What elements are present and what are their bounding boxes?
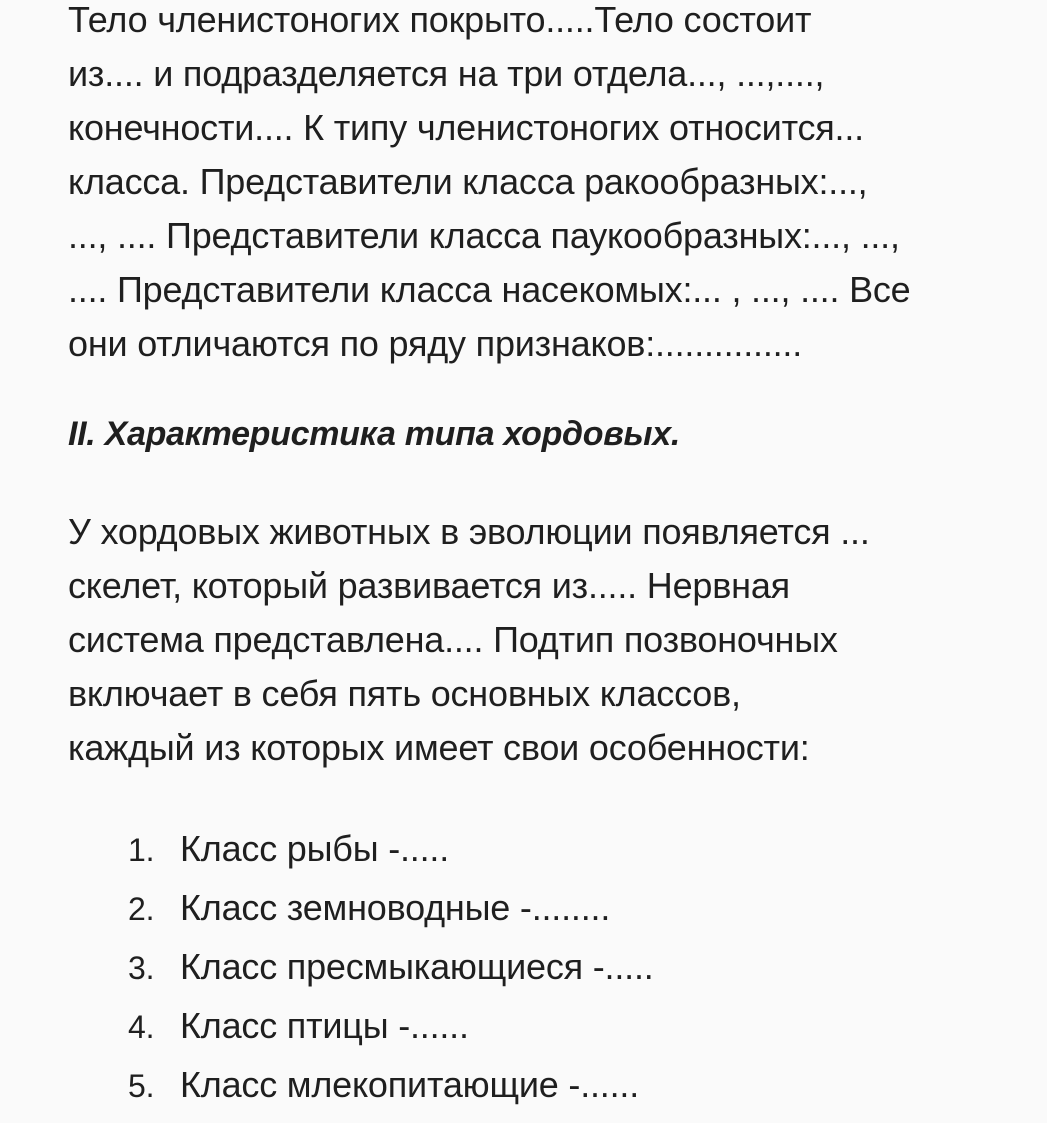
list-item: [128, 1056, 654, 1115]
text-line: .... Представители класса насекомых:... , ..., .... Все: [68, 269, 911, 310]
text-line: включает в себя пять основных классов,: [68, 673, 741, 714]
list-item: [128, 820, 654, 879]
text-line: конечности.... К типу членистоногих относится...: [68, 107, 864, 148]
list-item: [128, 997, 654, 1056]
text-line: каждый из которых имеет свои особенности:: [68, 727, 810, 768]
list-item-number: 2.: [128, 891, 155, 927]
list-item: [128, 879, 654, 938]
text-line: У хордовых животных в эволюции появляется ...: [68, 511, 870, 552]
list-item-text: Класс млекопитающие -......: [180, 1064, 640, 1105]
text-line: скелет, который развивается из..... Нервная: [68, 565, 790, 606]
text-line: они отличаются по ряду признаков:...............: [68, 323, 803, 364]
list-item-number: 5.: [128, 1068, 155, 1104]
vertebrate-classes-list: [128, 820, 654, 1115]
text-line: класса. Представители класса ракообразных:...,: [68, 161, 868, 202]
list-item: [128, 938, 654, 997]
paragraph-arthropods: [68, 0, 911, 371]
list-item-number: 1.: [128, 832, 155, 868]
list-item-text: Класс рыбы -.....: [180, 828, 449, 869]
list-item-text: Класс птицы -......: [180, 1005, 469, 1046]
text-line: система представлена.... Подтип позвоночных: [68, 619, 838, 660]
text-line: из.... и подразделяется на три отдела..., ...,....,: [68, 53, 825, 94]
text-line: ..., .... Представители класса паукообразных:..., ...,: [68, 215, 900, 256]
list-item-number: 3.: [128, 950, 155, 986]
list-item-text: Класс пресмыкающиеся -.....: [180, 946, 654, 987]
paragraph-chordates: [68, 505, 870, 775]
list-item-number: 4.: [128, 1009, 155, 1045]
list-item-text: Класс земноводные -........: [180, 887, 611, 928]
section-heading: II. Характеристика типа хордовых.: [68, 415, 680, 453]
text-line: Тело членистоногих покрыто.....Тело состоит: [68, 0, 812, 40]
